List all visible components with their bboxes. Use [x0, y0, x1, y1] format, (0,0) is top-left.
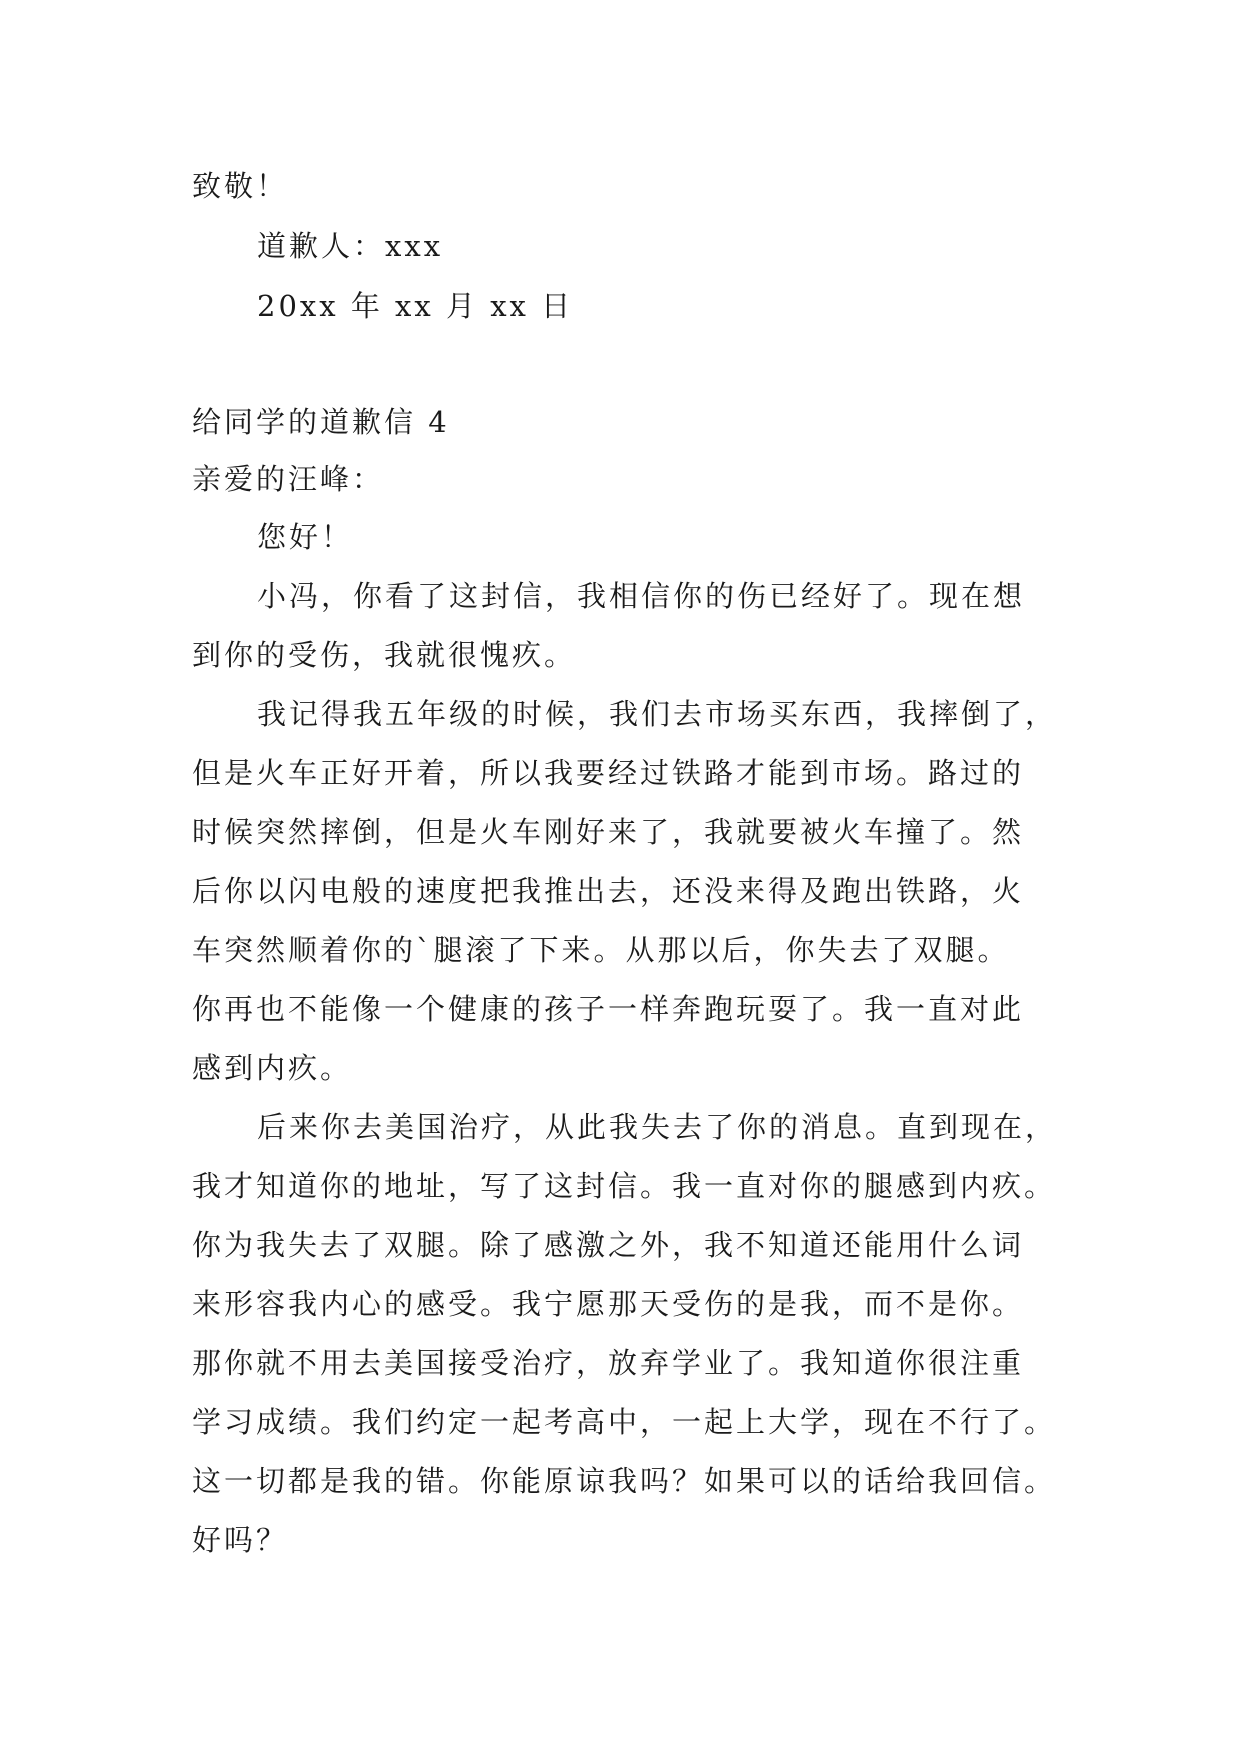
- body-line: 学习成绩。我们约定一起考高中，一起上大学，现在不行了。: [192, 1405, 1057, 1439]
- date-line: 20xx 年 xx 月 xx 日: [257, 289, 574, 323]
- letter-greeting: 亲爱的汪峰：: [192, 462, 385, 496]
- body-line: 我才知道你的地址，写了这封信。我一直对你的腿感到内疚。: [192, 1169, 1057, 1203]
- body-line: 感到内疚。: [192, 1051, 353, 1085]
- body-line: 到你的受伤，我就很愧疚。: [192, 638, 577, 672]
- body-line: 我记得我五年级的时候，我们去市场买东西，我摔倒了，: [257, 697, 1058, 731]
- body-line: 但是火车正好开着，所以我要经过铁路才能到市场。路过的: [192, 756, 1025, 790]
- body-line: 后来你去美国治疗，从此我失去了你的消息。直到现在，: [257, 1110, 1058, 1144]
- signature-line: 道歉人：xxx: [257, 229, 444, 263]
- letter-title: 给同学的道歉信 4: [192, 405, 450, 439]
- body-line: 来形容我内心的感受。我宁愿那天受伤的是我，而不是你。: [192, 1287, 1025, 1321]
- body-line: 那你就不用去美国接受治疗，放弃学业了。我知道你很注重: [192, 1346, 1025, 1380]
- body-line: 小冯，你看了这封信，我相信你的伤已经好了。现在想: [257, 579, 1026, 613]
- body-line: 车突然顺着你的`腿滚了下来。从那以后，你失去了双腿。: [192, 933, 1010, 967]
- body-line: 你为我失去了双腿。除了感激之外，我不知道还能用什么词: [192, 1228, 1025, 1262]
- letter-opening: 您好！: [257, 520, 354, 554]
- body-line: 时候突然摔倒，但是火车刚好来了，我就要被火车撞了。然: [192, 815, 1025, 849]
- closing-salute: 致敬！: [192, 169, 289, 203]
- body-line: 好吗？: [192, 1523, 289, 1557]
- body-line: 你再也不能像一个健康的孩子一样奔跑玩耍了。我一直对此: [192, 992, 1025, 1026]
- body-line: 这一切都是我的错。你能原谅我吗？如果可以的话给我回信。: [192, 1464, 1057, 1498]
- body-line: 后你以闪电般的速度把我推出去，还没来得及跑出铁路，火: [192, 874, 1025, 908]
